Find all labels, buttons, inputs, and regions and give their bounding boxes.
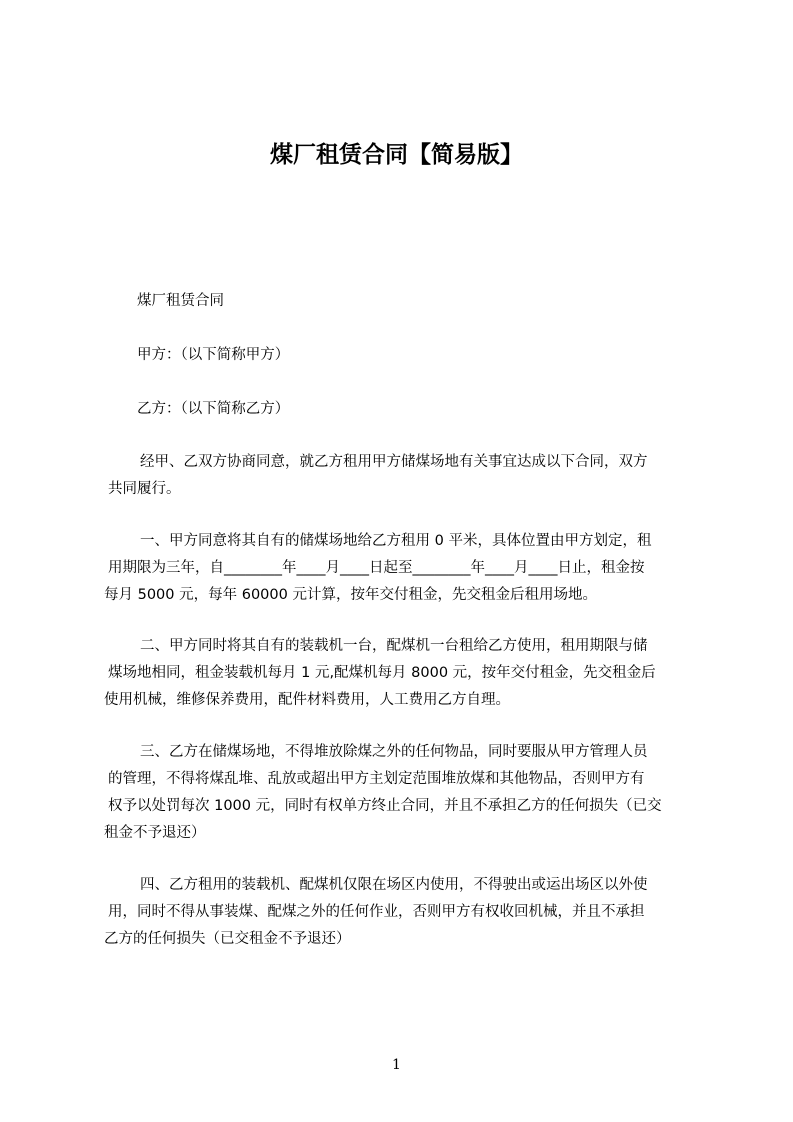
clause-1-line-3: 每月 5000 元，每年 60000 元计算，按年交付租金，先交租金后租用场地。 xyxy=(104,587,597,603)
clause-4-line-3: 乙方的任何损失（已交租金不予退还） xyxy=(104,931,351,947)
clause-3-line-1: 三、乙方在储煤场地，不得堆放除煤之外的任何物品，同时要服从甲方管理人员 xyxy=(140,744,648,760)
document-title: 煤厂租赁合同【简易版】 xyxy=(270,142,523,168)
clause-1-line-1: 一、甲方同意将其自有的储煤场地给乙方租用 0 平米，具体位置由甲方划定，租 xyxy=(140,533,652,549)
intro-line-1: 经甲、乙双方协商同意，就乙方租用甲方储煤场地有关事宜达成以下合同，双方 xyxy=(140,454,648,470)
page-number: 1 xyxy=(392,1057,401,1073)
party-b-line: 乙方：（以下简称乙方） xyxy=(137,401,290,417)
clause-2-line-3: 使用机械，维修保养费用，配件材料费用，人工费用乙方自理。 xyxy=(104,692,510,708)
clause-3-line-4: 租金不予退还） xyxy=(104,825,206,841)
clause-4-line-2: 用，同时不得从事装煤、配煤之外的任何作业，否则甲方有权收回机械，并且不承担 xyxy=(108,904,645,920)
clause-2-line-2: 煤场地相同，租金装载机每月 1 元,配煤机每月 8000 元，按年交付租金，先交租金后 xyxy=(108,665,656,681)
party-a-line: 甲方：（以下简称甲方） xyxy=(137,347,290,363)
clause-3-line-3: 权予以处罚每次 1000 元，同时有权单方终止合同，并且不承担乙方的任何损失（已交 xyxy=(108,798,662,814)
clause-4-line-1: 四、乙方租用的装载机、配煤机仅限在场区内使用，不得驶出或运出场区以外使 xyxy=(140,877,648,893)
clause-1-line-2: 用期限为三年，自________年____月____日起至________年____月____日止，租金按 xyxy=(108,560,645,576)
intro-line-2: 共同履行。 xyxy=(108,481,181,497)
clause-3-line-2: 的管理，不得将煤乱堆、乱放或超出甲方主划定范围堆放煤和其他物品，否则甲方有 xyxy=(108,771,645,787)
clause-2-line-1: 二、甲方同时将其自有的装载机一台，配煤机一台租给乙方使用，租用期限与储 xyxy=(140,638,648,654)
contract-heading: 煤厂租赁合同 xyxy=(137,293,224,309)
